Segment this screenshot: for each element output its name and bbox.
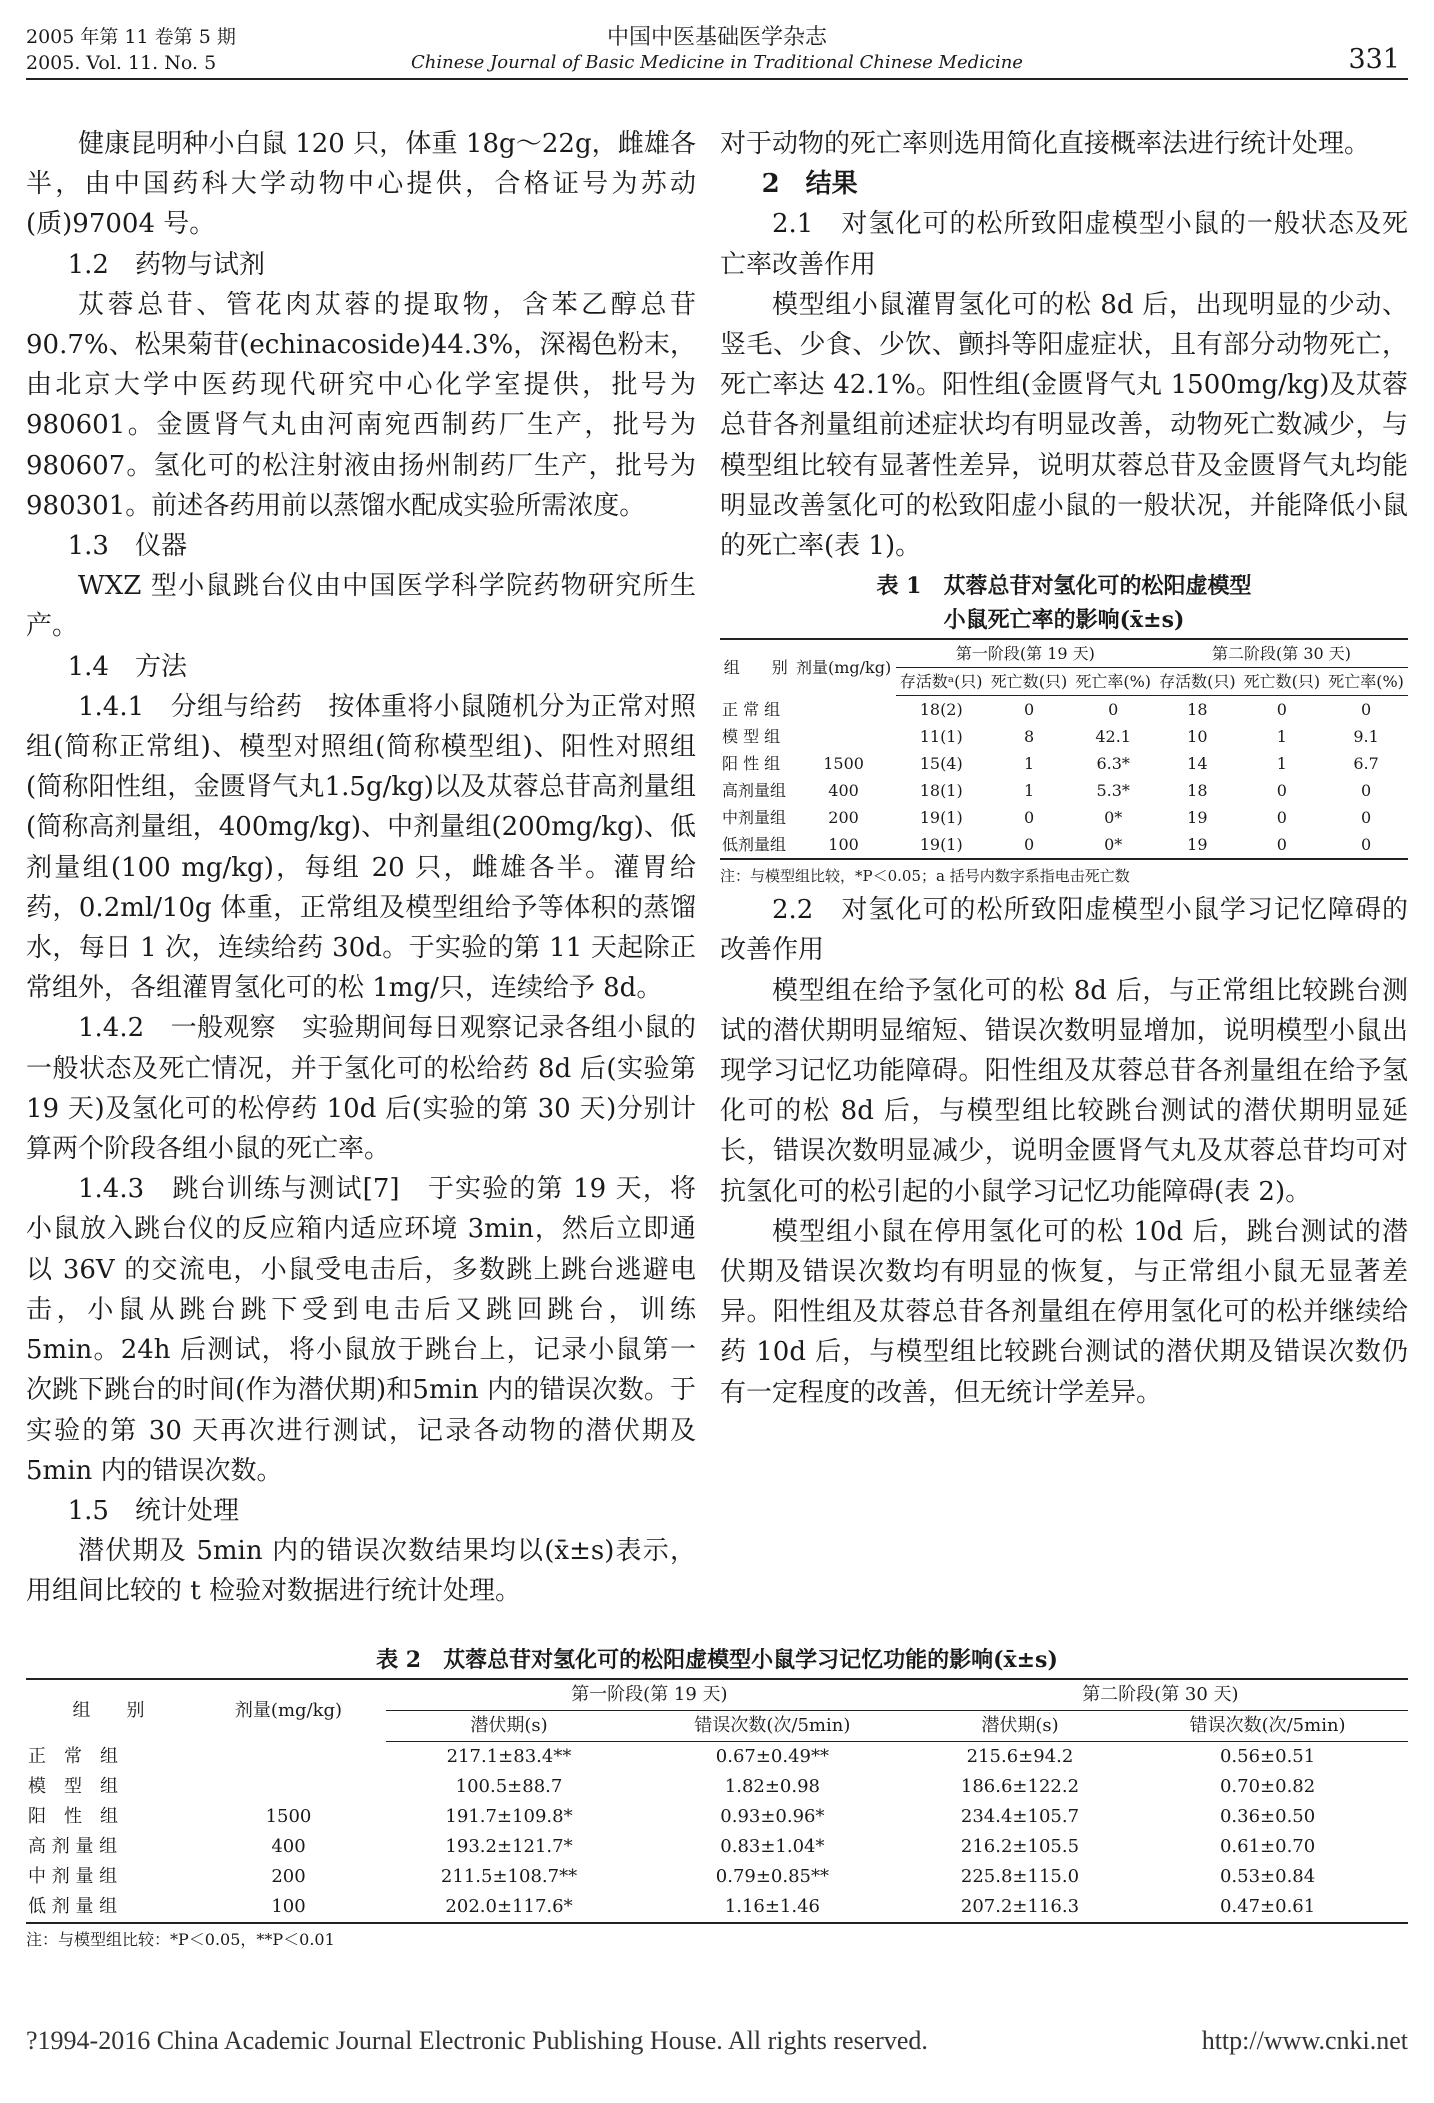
- table-cell: 0: [1023, 700, 1035, 720]
- table-row: [720, 750, 1408, 777]
- column-header: 第二阶段(第 30 天): [913, 1679, 1408, 1711]
- table-cell: [791, 723, 895, 750]
- table-cell: 234.4±105.7: [960, 1806, 1080, 1827]
- table-cell: 186.6±122.2: [960, 1776, 1080, 1797]
- journal-title-en: Chinese Journal of Basic Medicine in Traditional Chinese Medicine: [411, 52, 1023, 73]
- right-column: [720, 124, 1408, 1413]
- table-cell: 5.3*: [1096, 781, 1130, 801]
- column-header: 剂量(mg/kg): [234, 1699, 343, 1721]
- table-1: [720, 570, 1408, 890]
- table-cell: 0.47±0.61: [1219, 1896, 1316, 1917]
- table-cell: 0: [1360, 835, 1372, 855]
- table-cell: 215.6±94.2: [966, 1746, 1074, 1767]
- table-cell: 0.56±0.51: [1219, 1746, 1316, 1767]
- footer: [26, 2026, 1408, 2056]
- table-cell: 正 常 组: [28, 1745, 118, 1767]
- section-heading: 1.2 药物与试剂: [67, 249, 265, 280]
- paragraph: 对于动物的死亡率则选用简化直接概率法进行统计处理。: [720, 129, 1371, 159]
- paragraph: 1.4.2 一般观察 实验期间每日观察记录各组小鼠的一般状态及死亡情况，并于氢化可的松给药 8d 后(实验第 19 天)及氢化可的松停药 10d 后(实验的第 30 天)分别计算两个阶段各组小鼠的死亡率。: [26, 1013, 696, 1165]
- table-cell: 202.0±117.6*: [445, 1896, 573, 1917]
- paragraph: 苁蓉总苷、管花肉苁蓉的提取物，含苯乙醇总苷 90.7%、松果菊苷(echinacoside)44.3%，深褐色粉末，由北京大学中医药现代研究中心化学室提供，批号为 980601。金匮肾气丸由河南宛西制药厂生产，批号为 980607。氢化可的松注射液由扬州制药厂生产，批号为 980301。前述各药用前以蒸馏水配成实验所需浓度。: [26, 289, 696, 521]
- section-heading: 2 结果: [761, 169, 858, 200]
- table-cell: 0: [1023, 808, 1035, 828]
- table-cell: 正 常 组: [722, 699, 781, 719]
- column-header: 死亡数(只): [987, 668, 1072, 696]
- table-cell: 0*: [1104, 808, 1123, 828]
- table-cell: 1500: [823, 754, 864, 774]
- column-header: 潜伏期(s): [386, 1711, 632, 1742]
- paragraph: 1.4.3 跳台训练与测试[7] 于实验的第 19 天，将小鼠放入跳台仪的反应箱内适应环境 3min，然后立即通以 36V 的交流电，小鼠受电击后，多数跳上跳台逃避电击，小鼠从跳台跳下受到电击后又跳回跳台，训练 5min。24h 后测试，将小鼠放于跳台上，记录小鼠第一次跳下跳台的时间(作为潜伏期)和5min 内的错误次数。于实验的第 30 天再次进行测试，记录各动物的潜伏期及 5min 内的错误次数。: [26, 1174, 696, 1486]
- column-header: 死亡率(%): [1071, 668, 1155, 696]
- copyright-notice: ?1994-2016 China Academic Journal Electronic Publishing House. All rights reserved.: [26, 2026, 928, 2055]
- table-cell: 400: [828, 781, 859, 801]
- table-cell: 模 型 组: [722, 727, 781, 747]
- section-heading: 1.4 方法: [67, 651, 187, 682]
- table-cell: 200: [828, 808, 859, 828]
- column-header: 错误次数(次/5min): [1127, 1711, 1408, 1742]
- table-cell: 0: [1360, 808, 1372, 828]
- table-cell: 207.2±116.3: [960, 1896, 1080, 1917]
- table-cell: 211.5±108.7**: [440, 1866, 578, 1887]
- table-cell: 225.8±115.0: [960, 1866, 1080, 1887]
- paragraph: 健康昆明种小白鼠 120 只，体重 18g～22g，雌雄各半，由中国药科大学动物中心提供，合格证号为苏动(质)97004 号。: [26, 129, 696, 240]
- table-cell: 低剂量组: [722, 835, 787, 855]
- table-row: [720, 804, 1408, 831]
- footer-url[interactable]: http://www.cnki.net: [1201, 2026, 1408, 2055]
- table-cell: 11(1): [919, 727, 963, 747]
- table-cell: 1: [1023, 781, 1035, 801]
- table-cell: 8: [1023, 727, 1035, 747]
- table-cell: 6.7: [1353, 754, 1379, 774]
- table-row: [26, 1892, 1408, 1923]
- table-cell: 0: [1276, 835, 1287, 855]
- table-cell: 0.83±1.04*: [720, 1836, 825, 1857]
- table-cell: 阳 性 组: [722, 754, 781, 774]
- table-cell: 400: [271, 1836, 306, 1857]
- table-row: [26, 1772, 1408, 1802]
- subsection-heading: 2.1 对氢化可的松所致阳虚模型小鼠的一般状态及死亡率改善作用: [720, 209, 1408, 280]
- table-row: [720, 777, 1408, 804]
- table-cell: 1: [1276, 754, 1287, 774]
- table-cell: 高 剂 量 组: [28, 1836, 118, 1857]
- table-cell: 1: [1276, 727, 1287, 747]
- table-cell: 0.79±0.85**: [715, 1866, 830, 1887]
- table-cell: 0: [1276, 808, 1287, 828]
- table-cell: 0: [1108, 700, 1119, 720]
- column-header: 剂量(mg/kg): [795, 658, 892, 678]
- section-heading: 1.3 仪器: [67, 531, 187, 562]
- table-cell: [791, 696, 895, 724]
- table-cell: 0: [1360, 781, 1372, 801]
- table-cell: 0: [1276, 781, 1287, 801]
- issue-cn: 2005 年第 11 卷第 5 期: [26, 26, 236, 48]
- column-header: 错误次数(次/5min): [632, 1711, 913, 1742]
- table-cell: 模 型 组: [28, 1776, 118, 1797]
- table-row: [26, 1832, 1408, 1862]
- table-cell: 100: [828, 835, 859, 855]
- paragraph: 模型组小鼠在停用氢化可的松 10d 后，跳台测试的潜伏期及错误次数均有明显的恢复，与正常组小鼠无显著差异。阳性组及苁蓉总苷各剂量组在停用氢化可的松并继续给药 10d 后，与模型组比较跳台测试的潜伏期及错误次数仍有一定程度的改善，但无统计学差异。: [720, 1216, 1408, 1408]
- section-heading: 1.5 统计处理: [67, 1495, 239, 1526]
- table-cell: 中剂量组: [722, 808, 787, 828]
- subsection-heading: 2.2 对氢化可的松所致阳虚模型小鼠学习记忆障碍的改善作用: [720, 895, 1408, 966]
- table-2: [26, 1640, 1408, 1954]
- paragraph: 模型组小鼠灌胃氢化可的松 8d 后，出现明显的少动、竖毛、少食、少饮、颤抖等阳虚症状，且有部分动物死亡，死亡率达 42.1%。阳性组(金匮肾气丸 1500mg/kg)及苁蓉总苷各剂量组前述症状均有明显改善，动物死亡数减少，与模型组比较有显著性差异，说明苁蓉总苷及金匮肾气丸均能明显改善氢化可的松致阳虚小鼠的一般状况，并能降低小鼠的死亡率(表 1)。: [720, 289, 1408, 562]
- table-cell: 0*: [1104, 835, 1123, 855]
- table-cell: 1.82±0.98: [724, 1776, 821, 1797]
- column-header: 潜伏期(s): [913, 1711, 1127, 1742]
- paragraph: WXZ 型小鼠跳台仪由中国医学科学院药物研究所生产。: [26, 571, 696, 642]
- table-note: 注：与模型组比较：*P＜0.05，**P＜0.01: [26, 1930, 335, 1949]
- memory-table: [26, 1678, 1408, 1924]
- table-cell: 217.1±83.4**: [446, 1746, 572, 1767]
- table-cell: 9.1: [1353, 727, 1379, 747]
- paragraph: 潜伏期及 5min 内的错误次数结果均以(x̄±s)表示，用组间比较的 t 检验对数据进行统计处理。: [26, 1536, 696, 1607]
- table-row: [720, 831, 1408, 859]
- table-cell: 18(1): [919, 781, 963, 801]
- column-header: 第一阶段(第 19 天): [896, 639, 1155, 668]
- table-cell: 高剂量组: [722, 781, 787, 801]
- table-cell: 100: [271, 1896, 306, 1917]
- table-cell: 18(2): [919, 700, 963, 720]
- table-caption: 表 2 苁蓉总苷对氢化可的松阳虚模型小鼠学习记忆功能的影响(x̄±s): [376, 1647, 1058, 1673]
- table-cell: 1.16±1.46: [724, 1896, 821, 1917]
- table-cell: 200: [271, 1866, 306, 1887]
- column-header: 组 别: [72, 1699, 145, 1721]
- table-cell: 18: [1187, 700, 1208, 720]
- table-cell: 0.36±0.50: [1219, 1806, 1316, 1827]
- table-cell: 0.70±0.82: [1219, 1776, 1316, 1797]
- table-cell: 19: [1187, 835, 1208, 855]
- column-header: 存活数ᵃ(只): [896, 668, 987, 696]
- table-cell: 阳 性 组: [28, 1806, 118, 1827]
- column-header: 第二阶段(第 30 天): [1155, 639, 1408, 668]
- table-cell: 19(1): [919, 835, 963, 855]
- running-header: [26, 18, 1408, 80]
- table-cell: 0.93±0.96*: [720, 1806, 825, 1827]
- table-cell: 6.3*: [1096, 754, 1130, 774]
- paragraph: 模型组在给予氢化可的松 8d 后，与正常组比较跳台测试的潜伏期明显缩短、错误次数明显增加，说明模型小鼠出现学习记忆功能障碍。阳性组及苁蓉总苷各剂量组在给予氢化可的松 8d 后，与模型组比较跳台测试的潜伏期明显延长，错误次数明显减少，说明金匮肾气丸及苁蓉总苷均可对抗氢化可的松引起的小鼠学习记忆功能障碍(表 2)。: [720, 975, 1408, 1207]
- table-cell: 10: [1187, 727, 1208, 747]
- table-note: 注：与模型组比较，*P＜0.05；a 括号内数字系指电击死亡数: [720, 867, 1130, 886]
- column-header: 第一阶段(第 19 天): [386, 1679, 913, 1711]
- table-caption: 小鼠死亡率的影响(x̄±s): [943, 607, 1185, 634]
- table-cell: 0: [1023, 835, 1035, 855]
- table-cell: 15(4): [919, 754, 963, 774]
- table-cell: 0: [1360, 700, 1372, 720]
- table-caption: 表 1 苁蓉总苷对氢化可的松阳虚模型: [876, 573, 1252, 600]
- table-cell: 193.2±121.7*: [445, 1836, 573, 1857]
- table-row: [26, 1802, 1408, 1832]
- table-row: [26, 1742, 1408, 1773]
- journal-title-cn: 中国中医基础医学杂志: [606, 25, 827, 50]
- table-cell: [191, 1742, 386, 1773]
- issue-en: 2005. Vol. 11. No. 5: [26, 52, 217, 74]
- table-cell: 19: [1187, 808, 1208, 828]
- table-cell: 191.7±109.8*: [445, 1806, 573, 1827]
- table-cell: 0: [1276, 700, 1287, 720]
- table-row: [720, 723, 1408, 750]
- mortality-table: [720, 638, 1408, 860]
- table-cell: 216.2±105.5: [960, 1836, 1080, 1857]
- table-cell: 0.67±0.49**: [715, 1746, 830, 1767]
- table-row: [720, 696, 1408, 724]
- page-number: 331: [1348, 44, 1400, 75]
- paragraph: 1.4.1 分组与给药 按体重将小鼠随机分为正常对照组(简称正常组)、模型对照组(简称模型组)、阳性对照组(简称阳性组，金匮肾气丸1.5g/kg)以及苁蓉总苷高剂量组(简称高剂量组，400mg/kg)、中剂量组(200mg/kg)、低剂量组(100 mg/kg)，每组 20 只，雌雄各半。灌胃给药，0.2ml/10g 体重，正常组及模型组给予等体积的蒸馏水，每日 1 次，连续给药 30d。于实验的第 11 天起除正常组外，各组灌胃氢化可的松 1mg/只，连续给予 8d。: [26, 691, 696, 1004]
- table-cell: 100.5±88.7: [455, 1776, 563, 1797]
- table-cell: 1500: [265, 1806, 312, 1827]
- table-cell: 42.1: [1095, 727, 1131, 747]
- table-cell: 1: [1023, 754, 1035, 774]
- table-row: [26, 1862, 1408, 1892]
- table-cell: 14: [1187, 754, 1208, 774]
- column-header: 存活数(只): [1155, 668, 1240, 696]
- table-cell: 18: [1187, 781, 1208, 801]
- column-header: 组 别: [723, 658, 788, 678]
- table-cell: 低 剂 量 组: [28, 1896, 118, 1917]
- table-cell: 19(1): [919, 808, 963, 828]
- table-cell: 中 剂 量 组: [28, 1866, 118, 1887]
- table-cell: 0.53±0.84: [1219, 1866, 1316, 1887]
- left-column: [26, 124, 696, 1612]
- column-header: 死亡率(%): [1324, 668, 1408, 696]
- table-cell: [191, 1772, 386, 1802]
- table-cell: 0.61±0.70: [1219, 1836, 1316, 1857]
- column-header: 死亡数(只): [1240, 668, 1325, 696]
